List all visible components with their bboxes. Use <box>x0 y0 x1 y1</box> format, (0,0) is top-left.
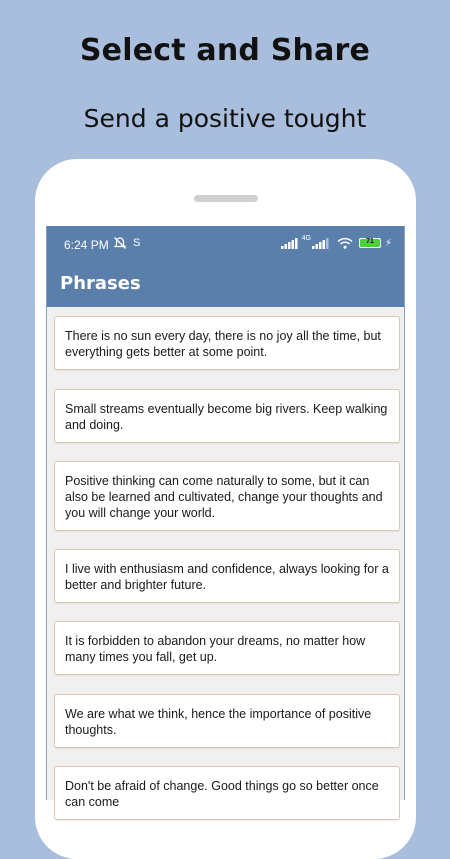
promo-headline: Select and Share <box>79 33 371 68</box>
battery-level: 71 <box>366 238 374 245</box>
phrase-card[interactable] <box>54 549 400 603</box>
battery-icon <box>359 238 381 248</box>
phone-speaker <box>194 195 258 202</box>
phrase-text: Don't be afraid of change. Good things go so better once can come <box>65 779 379 809</box>
status-icons <box>281 235 392 251</box>
app-bar <box>47 260 404 307</box>
phrase-text: I live with enthusiasm and confidence, always looking for a better and brighter future. <box>65 562 389 592</box>
phrase-text: We are what we think, hence the importance of positive thoughts. <box>65 707 372 737</box>
phrase-text: It is forbidden to abandon your dreams, no matter how many times you fall, get up. <box>65 634 366 664</box>
mute-icon <box>113 236 127 250</box>
signal-icon <box>281 237 299 249</box>
status-bar <box>47 226 404 260</box>
phrase-text: There is no sun every day, there is no joy all the time, but everything gets better at some point. <box>65 329 381 359</box>
app-title: Phrases <box>60 273 141 294</box>
phrase-text: Positive thinking can come naturally to some, but it can also be learned and cultivated, change your thoughts and you will change your world. <box>65 474 383 520</box>
wifi-icon <box>337 237 353 249</box>
app-notification-icon: S <box>133 237 141 249</box>
phrase-card[interactable] <box>54 621 400 675</box>
phrase-card[interactable] <box>54 389 400 443</box>
network-type: 4G <box>301 234 311 242</box>
phrase-card[interactable] <box>54 766 400 820</box>
phrase-card[interactable] <box>54 316 400 370</box>
signal-icon-2 <box>312 237 330 249</box>
phrase-card[interactable] <box>54 694 400 748</box>
phrase-card[interactable] <box>54 461 400 531</box>
status-time: 6:24 PM <box>64 238 109 252</box>
phone-screen <box>46 226 405 809</box>
promo-subline: Send a positive tought <box>83 104 367 133</box>
phrase-text: Small streams eventually become big rivers. Keep walking and doing. <box>65 402 388 432</box>
charging-icon: ⚡ <box>384 237 392 249</box>
